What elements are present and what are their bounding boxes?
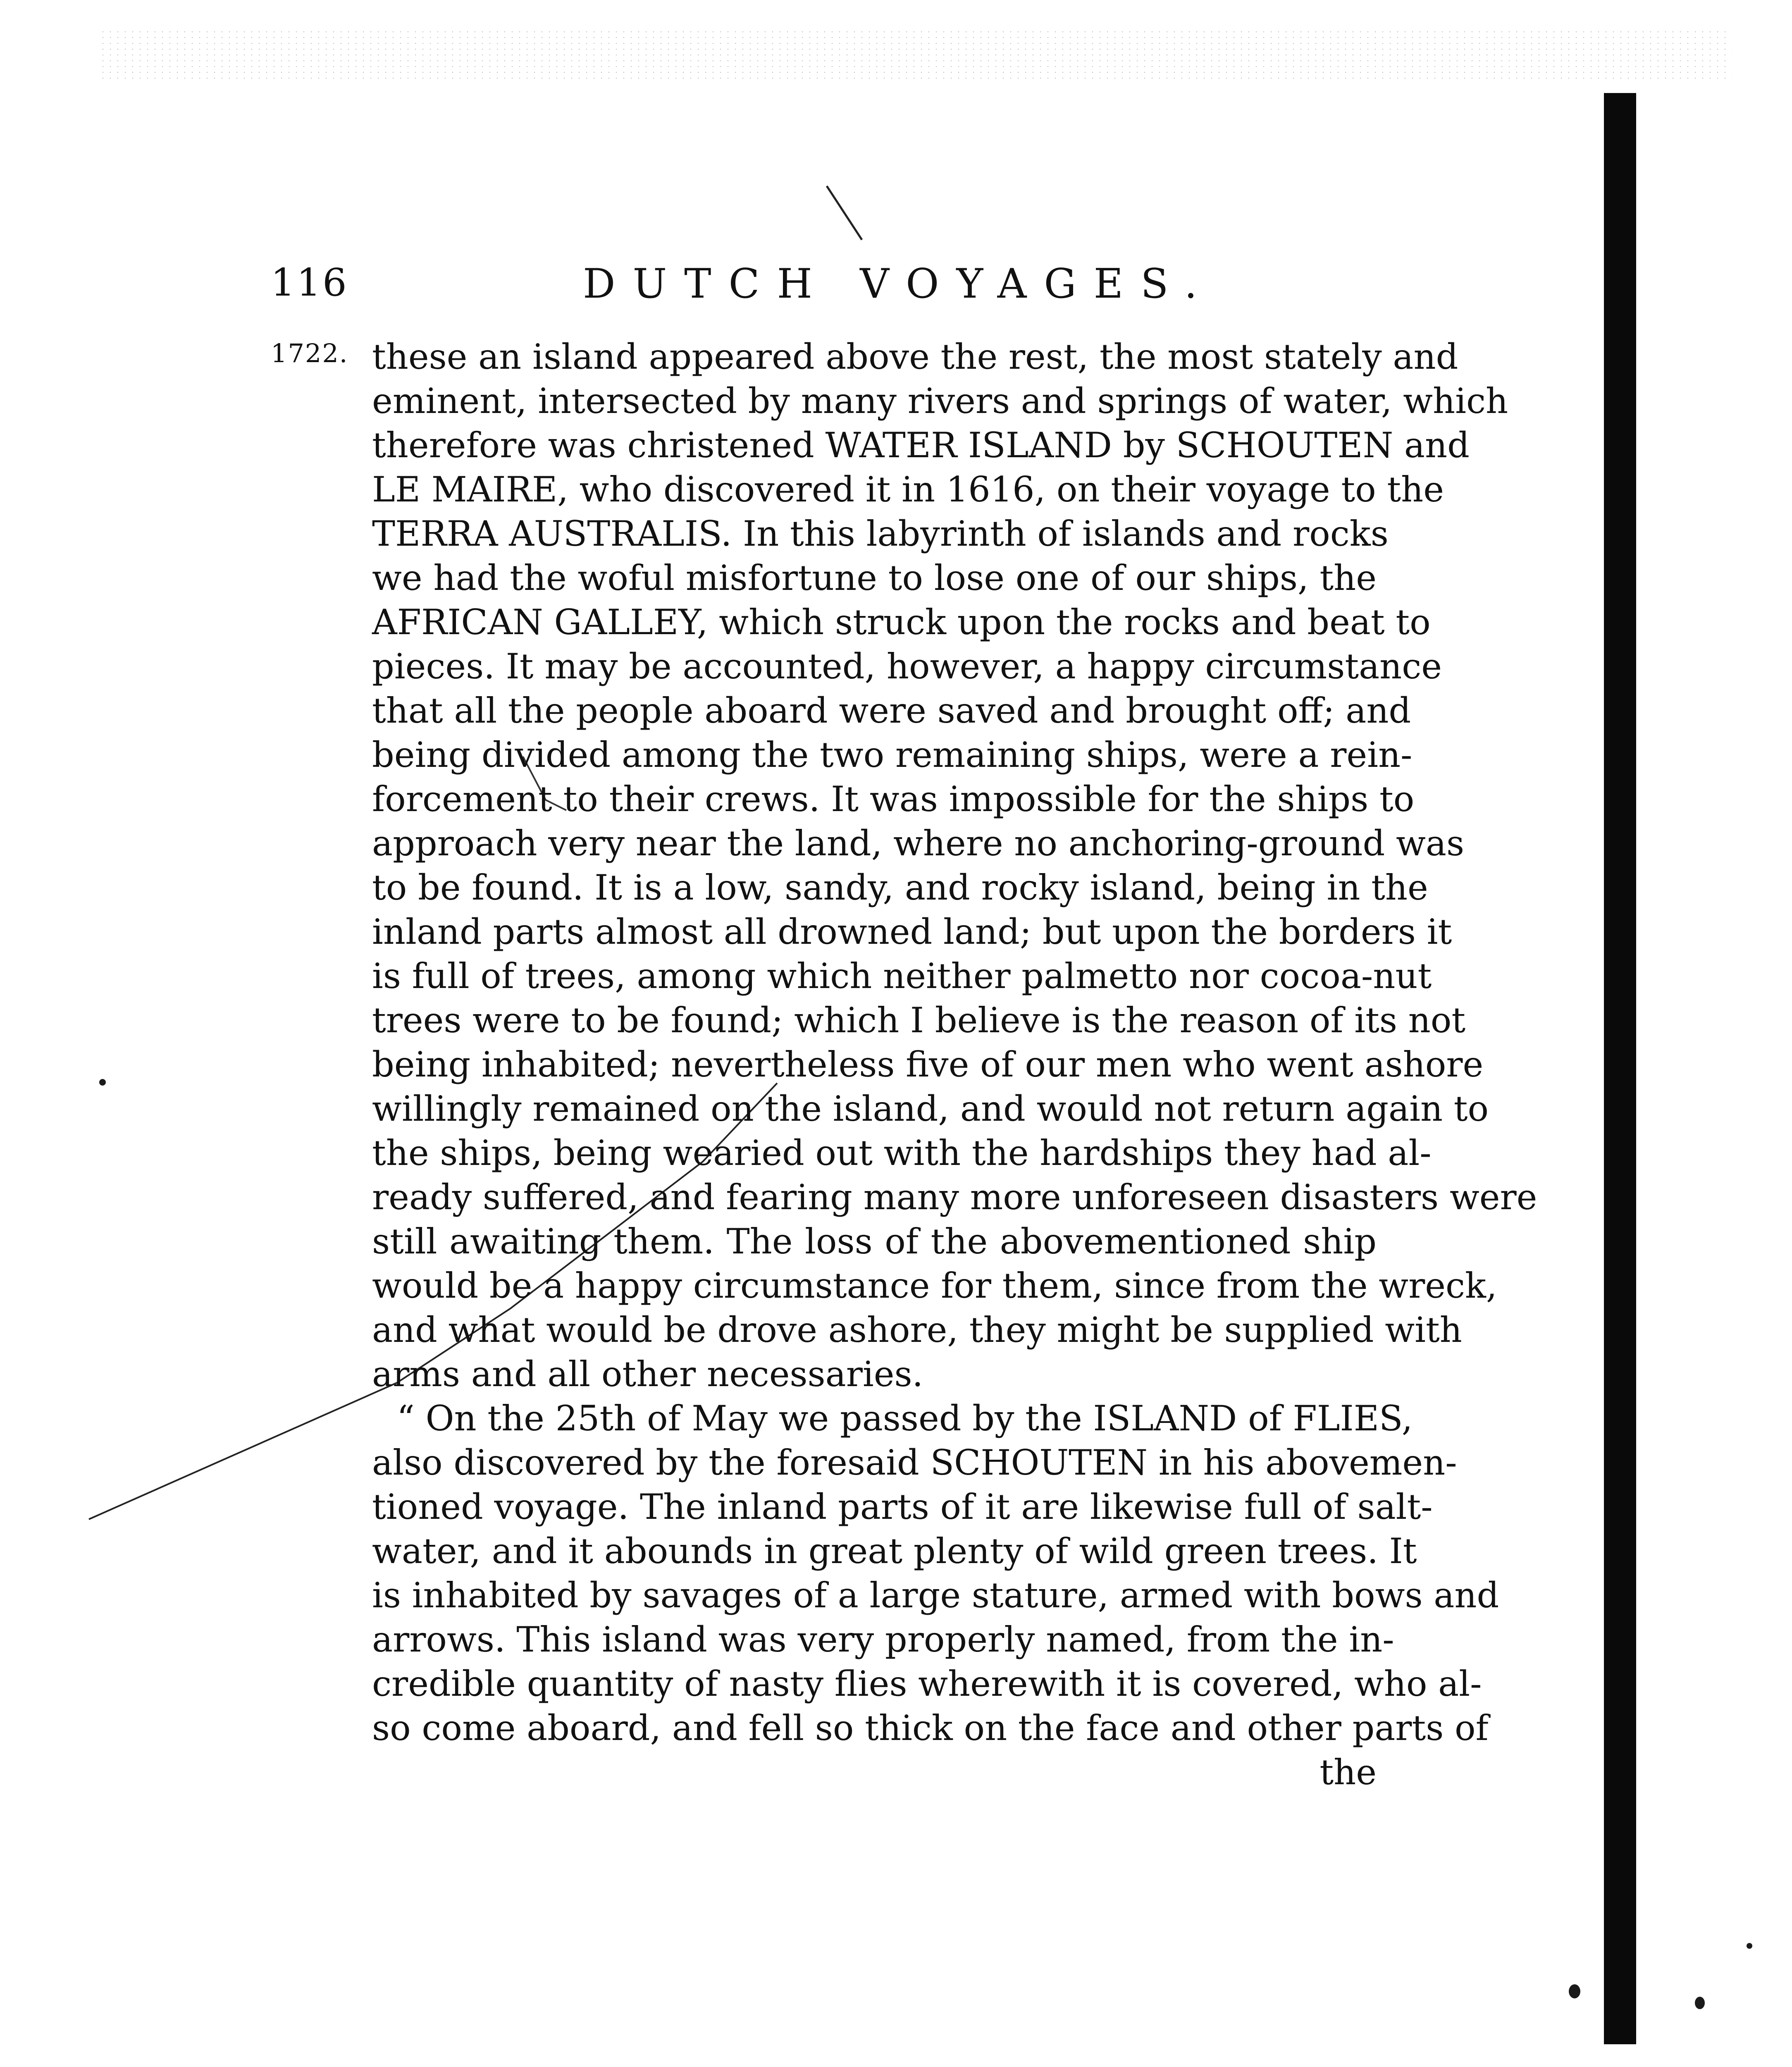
marginal-year-note: 1722. <box>271 338 348 368</box>
text-line: to be found. It is a low, sandy, and rocky island, being in the <box>372 867 1428 908</box>
margin-speck <box>1747 1943 1752 1949</box>
text-line: tioned voyage. The inland parts of it are likewise full of salt- <box>372 1487 1433 1527</box>
text-line: willingly remained on the island, and would not return again to <box>372 1088 1489 1129</box>
text-line: credible quantity of nasty flies wherewith it is covered, who al- <box>372 1664 1482 1704</box>
catchword: the <box>1320 1752 1377 1793</box>
running-title: DUTCH VOYAGES. <box>583 260 1215 308</box>
text-line: trees were to be found; which I believe is the reason of its not <box>372 1000 1466 1041</box>
margin-speck <box>1569 1984 1580 1998</box>
text-line: would be a happy circumstance for them, since from the wreck, <box>372 1265 1497 1306</box>
text-line: inland parts almost all drowned land; but upon the borders it <box>372 912 1452 952</box>
margin-speck <box>1695 1997 1705 2009</box>
text-line: forcement to their crews. It was impossible for the ships to <box>372 779 1415 819</box>
text-line: also discovered by the foresaid SCHOUTEN in his abovemen- <box>372 1442 1457 1483</box>
body-text <box>372 335 1537 1795</box>
paragraph-start-line: “ On the 25th of May we passed by the ISLAND of FLIES, <box>397 1398 1413 1439</box>
text-line: TERRA AUSTRALIS. In this labyrinth of islands and rocks <box>372 513 1389 554</box>
text-line: therefore was christened WATER ISLAND by SCHOUTEN and <box>372 425 1470 465</box>
text-line: we had the woful misfortune to lose one of our ships, the <box>372 558 1377 598</box>
text-line: eminent, intersected by many rivers and springs of water, which <box>372 381 1508 421</box>
text-line: water, and it abounds in great plenty of wild green trees. It <box>372 1531 1417 1571</box>
text-line: being inhabited; nevertheless five of our men who went ashore <box>372 1044 1484 1085</box>
text-line: ready suffered, and fearing many more unforeseen disasters were <box>372 1177 1537 1217</box>
text-line: is inhabited by savages of a large stature, armed with bows and <box>372 1575 1499 1616</box>
text-line: arrows. This island was very properly named, from the in- <box>372 1619 1394 1660</box>
text-line: so come aboard, and fell so thick on the face and other parts of <box>372 1708 1489 1748</box>
text-line: approach very near the land, where no anchoring-ground was <box>372 823 1465 864</box>
margin-speck <box>99 1079 106 1086</box>
text-line: is full of trees, among which neither palmetto nor cocoa-nut <box>372 956 1432 996</box>
text-line: AFRICAN GALLEY, which struck upon the rocks and beat to <box>372 602 1431 642</box>
text-line: being divided among the two remaining ships, were a rein- <box>372 735 1413 775</box>
text-line: still awaiting them. The loss of the abovementioned ship <box>372 1221 1377 1262</box>
text-line: arms and all other necessaries. <box>372 1354 923 1394</box>
text-line: that all the people aboard were saved and brought off; and <box>372 690 1411 731</box>
text-line: and what would be drove ashore, they might be supplied with <box>372 1310 1462 1350</box>
page-number: 116 <box>271 260 348 305</box>
text-line: pieces. It may be accounted, however, a happy circumstance <box>372 646 1442 687</box>
text-line: LE MAIRE, who discovered it in 1616, on their voyage to the <box>372 469 1444 510</box>
text-line: the ships, being wearied out with the hardships they had al- <box>372 1133 1432 1173</box>
text-line: these an island appeared above the rest, the most stately and <box>372 337 1458 377</box>
